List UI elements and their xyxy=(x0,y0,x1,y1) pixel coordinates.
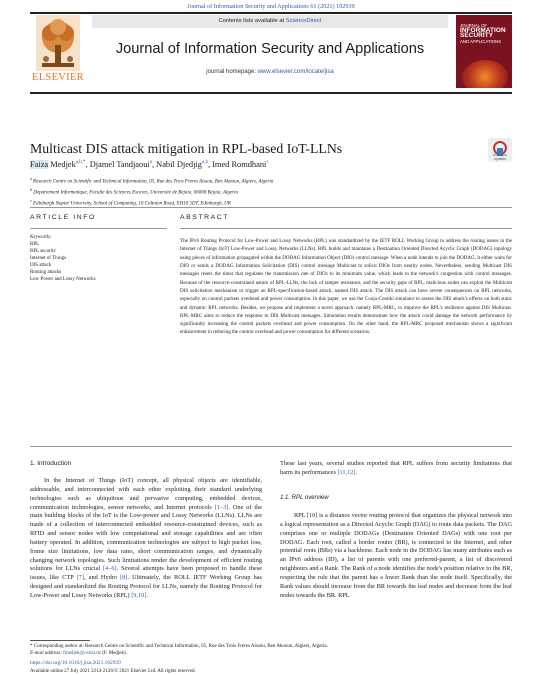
author-1-surname[interactable]: Medjek xyxy=(48,160,76,169)
affiliation-c-sup: c xyxy=(30,198,32,204)
affiliation-c-text: Edinburgh Napier University, School of Computing, 10 Colinton Road, EH10 5DT, Edinburgh, UK xyxy=(33,201,232,207)
author-2[interactable]: Djamel Tandjaoui xyxy=(89,160,150,169)
abstract-rule xyxy=(180,228,512,229)
email-link[interactable]: fmedjek@cerist.dz xyxy=(63,651,101,656)
journal-banner xyxy=(30,12,512,92)
contents-bar xyxy=(92,15,448,28)
abstract-text: The IPv6 Routing Protocol for Low-Power and Lossy Networks (RPL) was standardized by the IETF ROLL Working Group to address the routing issues in the Internet of Things (IoT) Low-Power and Lossy Networks (LLNs). RPL builds and maintains a Destination Oriented Directed Acyclic Graph (DODAG) topology using pieces of information propagated within the DODAG Information Object (DIO) control message. When a node intends to join the DODAG, it either waits for DIO or sends a DODAG Information Solicitation (DIS) control message Multicast to solicit DIOs from nearby nodes. Nevertheless, sending Multicast DIS messages resets the timer that regulates the transmission rate of DIOs to its minimum value, which leads to the network's congestion with control messages. Because of the resource-constrained nature of RPL-LLNs, the lack of tamper resistance, and the security gaps of RPL, malicious nodes can exploit the Multicast DIS solicitation mechanism to trigger an RPL-specification-based attack, named DIS attack. The DIS attack can have severe consequences on RPL networks, especially on control packets overhead and power consumption. In this paper, we use the Cooja-Contiki simulator to assess the DIS attack's effects on both static and dynamic RPL networks. Besides, we propose and implement a novel approach, namely RPL-MRC, to improve the RPL's resilience against DIS Multicast. RPL-MRC aims to reduce the response to DIS Multicast messages. Simulation results demonstrate how the attack could damage the network performance by significantly increasing the control packets overhead and power consumption. On the other hand, the RPL-MRC proposed mechanism shows a significant enhancement in reducing the control overhead and power consumption for different scenarios. xyxy=(180,238,512,336)
rpl-overview-paragraph xyxy=(280,512,512,600)
affiliations xyxy=(30,175,512,208)
author-first-name-highlight[interactable]: Faiza xyxy=(30,160,49,169)
journal-cover-thumbnail[interactable] xyxy=(456,15,512,88)
author-1-sup[interactable]: a,b,* xyxy=(75,160,86,166)
subsection-heading-rpl-overview: 1.1. RPL overview xyxy=(280,495,329,501)
corresponding-author-footnote xyxy=(30,643,512,657)
email-suffix: (F. Medjek). xyxy=(100,651,127,656)
affiliation-b-sup: b xyxy=(30,187,32,193)
intro-text-3: . Several attempts have been proposed to handle these issues, like CTP xyxy=(30,565,262,582)
contents-prefix: Contents lists available at xyxy=(218,18,286,24)
footnote-email-line xyxy=(30,650,512,657)
citation-link[interactable]: [9,10] xyxy=(131,591,147,599)
keyword-item: Low Power and Lossy Networks xyxy=(30,277,96,282)
journal-homepage xyxy=(92,69,448,75)
author-4-sup[interactable]: c xyxy=(266,160,269,166)
banner-top-rule xyxy=(30,12,512,14)
doi-link[interactable]: https://doi.org/10.1016/j.jisa.2021.102939 xyxy=(30,660,121,666)
homepage-prefix: journal homepage: xyxy=(206,69,258,75)
citation-link[interactable]: [1–3] xyxy=(214,503,229,511)
intro-text-2: . One of the main building blocks of the IoT is the Low-power and Lossy Networks (LLNs). LLNs are made of a collection of interconnected embedded resource-constrained devices, such as RFID and sensor nodes with low computational and storage capabilities and are often battery operated. In addition, communication technologies are subject to high packet loss, frame size limitations, low data rates, short communication ranges, and dynamically changing network topologies. Such limitations render the development of efficient routing solutions for LLNs crucial xyxy=(30,503,262,573)
intro-text-5: . Ultimately, the ROLL IETF Working Group has designed and standardized the Routing Protocol for LLNs, namely the Routing Protocol for Low-Power and Lossy Networks (RPL) xyxy=(30,574,262,599)
affiliation-a-text: Research Centre on Scientific and Technical Information, 05, Rue des Trois Freres Aissou, Ben Aknoun, Algiers, Algeria xyxy=(33,179,274,185)
citation-link[interactable]: [4–6] xyxy=(103,565,117,573)
journal-name: Journal of Information Security and Applications xyxy=(115,41,425,57)
cover-artwork xyxy=(462,60,508,88)
cover-line-2: INFORMATION xyxy=(460,27,506,35)
intro-paragraph xyxy=(30,477,262,601)
footnote-rule xyxy=(30,640,90,641)
author-2-sup[interactable]: a xyxy=(149,160,152,166)
elsevier-tree-icon xyxy=(36,15,80,71)
abstract-bottom-rule xyxy=(30,446,512,447)
abstract-heading: ABSTRACT xyxy=(180,214,230,221)
article-title: Multicast DIS attack mitigation in RPL-based IoT-LLNs xyxy=(30,141,343,156)
sciencedirect-link[interactable]: ScienceDirect xyxy=(285,18,322,24)
elsevier-logo[interactable] xyxy=(30,15,86,88)
available-online: Available online 27 July 2021 xyxy=(30,669,90,674)
keywords-block xyxy=(30,234,167,283)
citation-link[interactable]: [7] xyxy=(76,574,84,582)
article-info-rule xyxy=(30,228,167,229)
rpl-text-2: is a distance vector routing protocol that organizes the physical network into a logical representation as a Directed Acyclic Graph (DAG) to route data packets. The DAG comprises one or multiple DODAGs (Destination Oriented DAGs) with one root per DODAG. Each root, called a border router (BR), is connected to the Internet, and other potential roots (BRs) via a backbone. Each node in the DODAG has many attributes such as an IPv6 address (ID), a list of parents with one preferred-parent, a list of discovered neighbours and a Rank. The Rank of a node identifies the node's position relative to the BR, respecting the rule that the parent has a lower Rank than the node itself. Specifically, the Rank values should increase from the BR towards the leaf nodes and decrease from the leaf nodes towards the BR. RPL xyxy=(280,512,512,599)
rpl-text-1: RPL xyxy=(294,512,307,519)
cover-title xyxy=(460,23,508,44)
keyword-item: RPL security xyxy=(30,249,57,254)
citation-link[interactable]: [11,12] xyxy=(337,468,356,476)
right-text-1: These last years, several studies reported that RPL suffers from security limitations that harm its performances xyxy=(280,460,512,476)
keyword-item: DIS attack xyxy=(30,263,52,268)
author-4[interactable]: Imed Romdhani xyxy=(212,160,267,169)
homepage-link[interactable]: www.elsevier.com/locate/jisa xyxy=(257,69,334,75)
elsevier-wordmark: ELSEVIER xyxy=(32,72,84,83)
info-top-rule xyxy=(30,207,512,208)
author-3[interactable]: Nabil Djedjig xyxy=(156,160,202,169)
publication-info xyxy=(30,668,512,675)
banner-bottom-rule xyxy=(30,92,512,94)
keywords-label: Keywords: xyxy=(30,235,52,240)
cover-line-4: AND APPLICATIONS xyxy=(460,38,501,44)
keyword-item: Routing attacks xyxy=(30,270,62,275)
email-label: E-mail address: xyxy=(30,651,64,656)
running-head[interactable]: Journal of Information Security and Applications 61 (2021) 102939 xyxy=(187,3,355,10)
intro-text-6: . xyxy=(146,591,148,599)
affiliation-b-text: Departement Informatique, Faculte des Sciences Exactes, Universite de Bejaia, 06000 Bejaia, Algeria xyxy=(33,190,238,196)
author-3-sup[interactable]: a,b xyxy=(201,160,208,166)
crossmark-icon xyxy=(488,138,512,162)
crossmark-label: Check for updates xyxy=(492,153,508,161)
crossmark-badge[interactable] xyxy=(488,138,512,162)
keyword-item: Internet of Things xyxy=(30,256,67,261)
section-heading-introduction: 1. Introduction xyxy=(30,460,72,467)
citation-link[interactable]: [8] xyxy=(120,574,128,582)
footnote-line: * Corresponding author at: Research Centre on Scientific and Technical Information, 05, Rue des Trois Freres Aissou, Ben Aknoun, Algiers, Algeria. xyxy=(30,644,328,649)
citation-link[interactable]: [10] xyxy=(306,512,318,519)
affiliation-a-sup: a xyxy=(30,176,32,181)
cover-line-3: SECURITY xyxy=(460,32,494,40)
copyright-line: 2214-2126/© 2021 Elsevier Ltd. All rights reserved. xyxy=(91,669,196,674)
article-info-heading: ARTICLE INFO xyxy=(30,214,96,221)
intro-text-1: In the Internet of Things (IoT) concept, all physical objects are identifiable, addressable, and interconnected with each other exploiting their standard underlying technologies such as ubiquitous and pervasive computing, embedded devices, communication technologies, sensor networks, and Internet protocols xyxy=(30,477,262,511)
intro-text-4: , and Hydro xyxy=(83,574,121,582)
keyword-item: RPL xyxy=(30,242,40,247)
cover-line-1: JOURNAL OF xyxy=(460,23,488,28)
right-text-2: . xyxy=(355,468,358,476)
affiliation-b xyxy=(30,186,512,197)
author-list: Faiza Medjek$^{a,b,*}$, Djamel Tandjaoui$^a$, Nabil Djedjig$^{a,b}$, Imed Romdhani$^c$ xyxy=(30,160,269,169)
affiliation-a xyxy=(30,175,512,186)
right-column-paragraph xyxy=(280,460,512,478)
